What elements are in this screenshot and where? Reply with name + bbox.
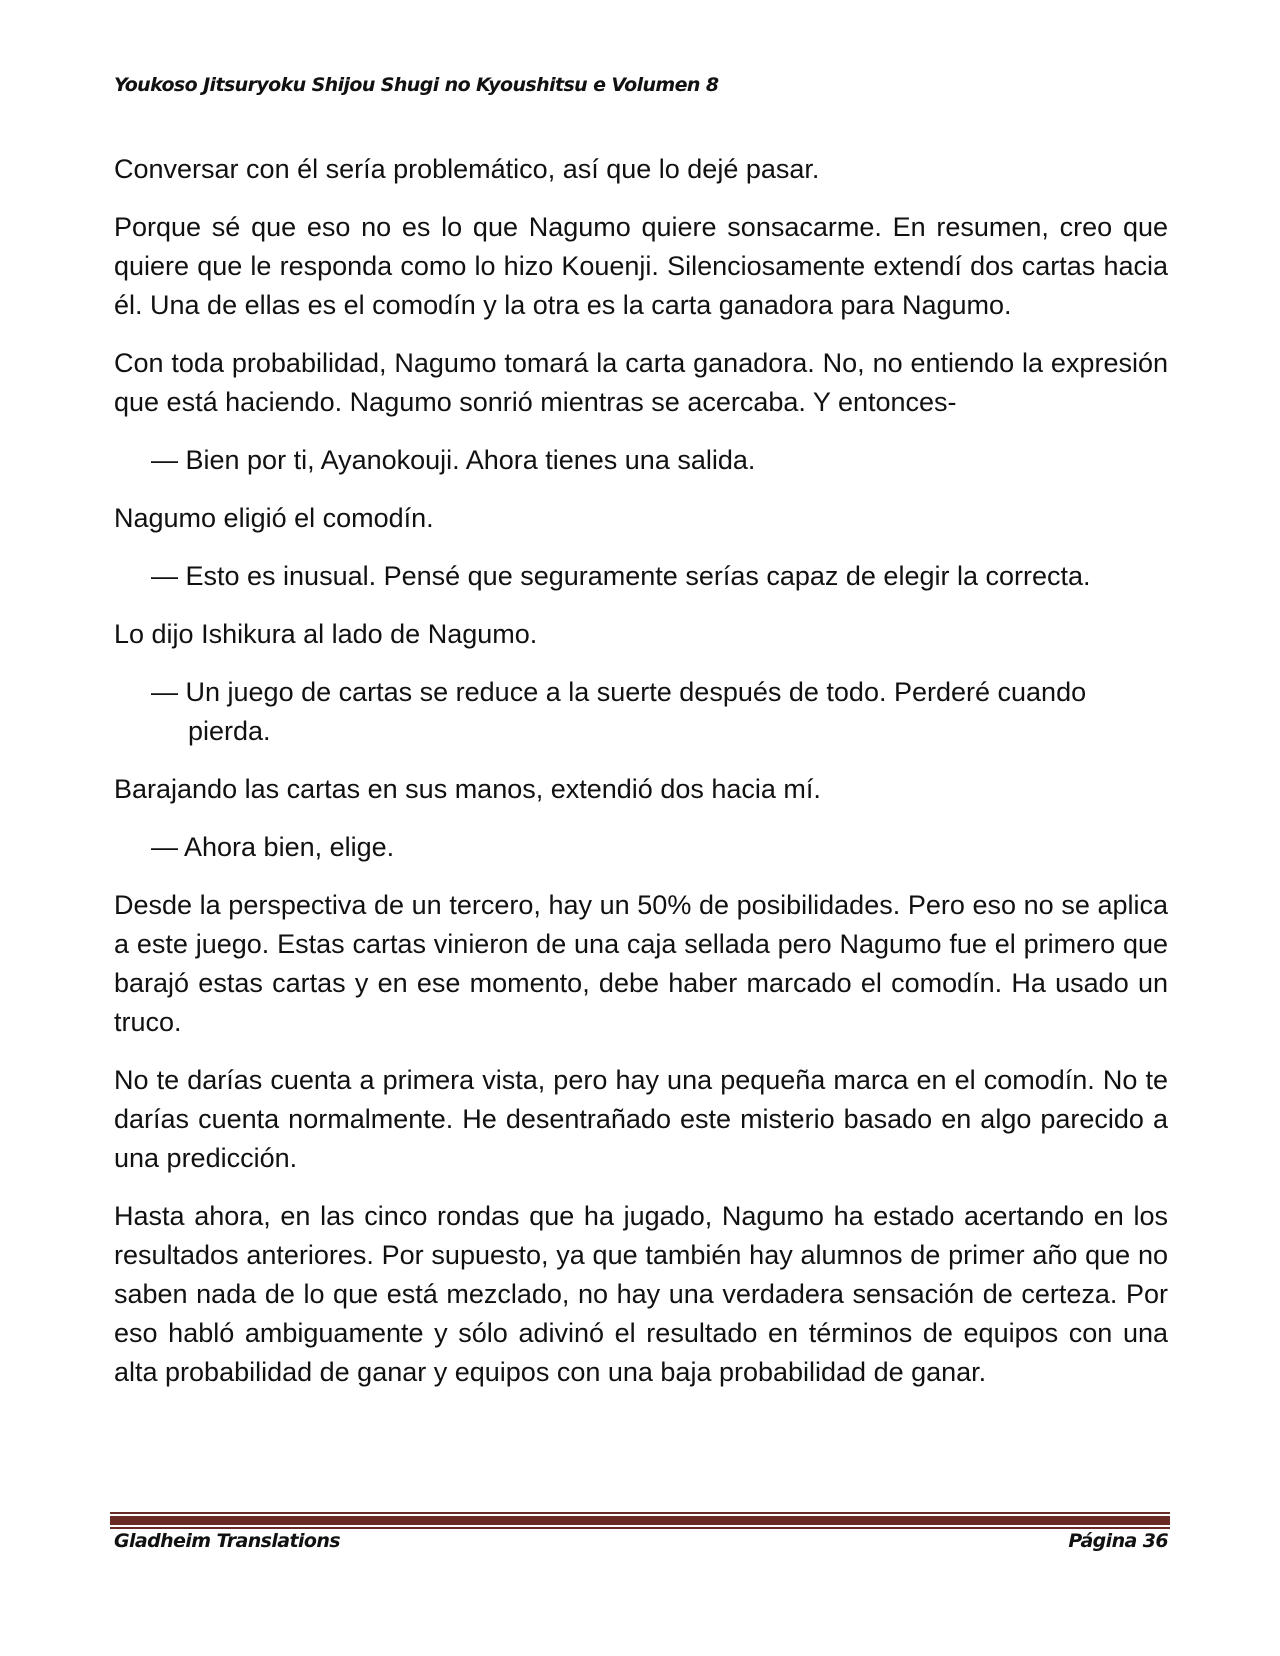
page-number: Página 36 (1068, 1530, 1168, 1552)
dialogue-line: — Un juego de cartas se reduce a la suerte después de todo. Perderé cuando pierda. (151, 677, 1087, 746)
footer-credit: Gladheim Translations (114, 1530, 340, 1552)
paragraph: No te darías cuenta a primera vista, pero hay una pequeña marca en el comodín. No te darías cuenta normalmente. He desentrañado este misterio basado en algo parecido a una predicción. (114, 1065, 1168, 1173)
dialogue-line: — Ahora bien, elige. (151, 832, 395, 862)
paragraph: Hasta ahora, en las cinco rondas que ha jugado, Nagumo ha estado acertando en los resultados anteriores. Por supuesto, ya que también hay alumnos de primer año que no saben nada de lo que está mezclado, no hay una verdadera sensación de certeza. Por eso habló ambiguamente y sólo adivinó el resultado en términos de equipos con una alta probabilidad de ganar y equipos con una baja probabilidad de ganar. (114, 1201, 1168, 1387)
paragraph: Barajando las cartas en sus manos, extendió dos hacia mí. (114, 774, 821, 804)
running-header: Youkoso Jitsuryoku Shijou Shugi no Kyoushitsu e Volumen 8 (114, 74, 719, 96)
paragraph: Conversar con él sería problemático, así que lo dejé pasar. (114, 154, 820, 184)
paragraph: Nagumo eligió el comodín. (114, 503, 434, 533)
paragraph: Lo dijo Ishikura al lado de Nagumo. (114, 619, 538, 649)
paragraph: Porque sé que eso no es lo que Nagumo quiere sonsacarme. En resumen, creo que quiere que le responda como lo hizo Kouenji. Silenciosamente extendí dos cartas hacia él. Una de ellas es el comodín y la otra es la carta ganadora para Nagumo. (114, 212, 1168, 320)
dialogue-line: — Bien por ti, Ayanokouji. Ahora tienes una salida. (151, 445, 756, 475)
paragraph: Con toda probabilidad, Nagumo tomará la carta ganadora. No, no entiendo la expresión que está haciendo. Nagumo sonrió mientras se acercaba. Y entonces- (114, 348, 1168, 417)
paragraph: Desde la perspectiva de un tercero, hay un 50% de posibilidades. Pero eso no se aplica a este juego. Estas cartas vinieron de una caja sellada pero Nagumo fue el primero que barajó estas cartas y en ese momento, debe haber marcado el comodín. Ha usado un truco. (114, 890, 1168, 1037)
footer-rule (110, 1514, 1170, 1525)
dialogue-line: — Esto es inusual. Pensé que seguramente serías capaz de elegir la correcta. (151, 561, 1091, 591)
page-body (114, 150, 1168, 1411)
